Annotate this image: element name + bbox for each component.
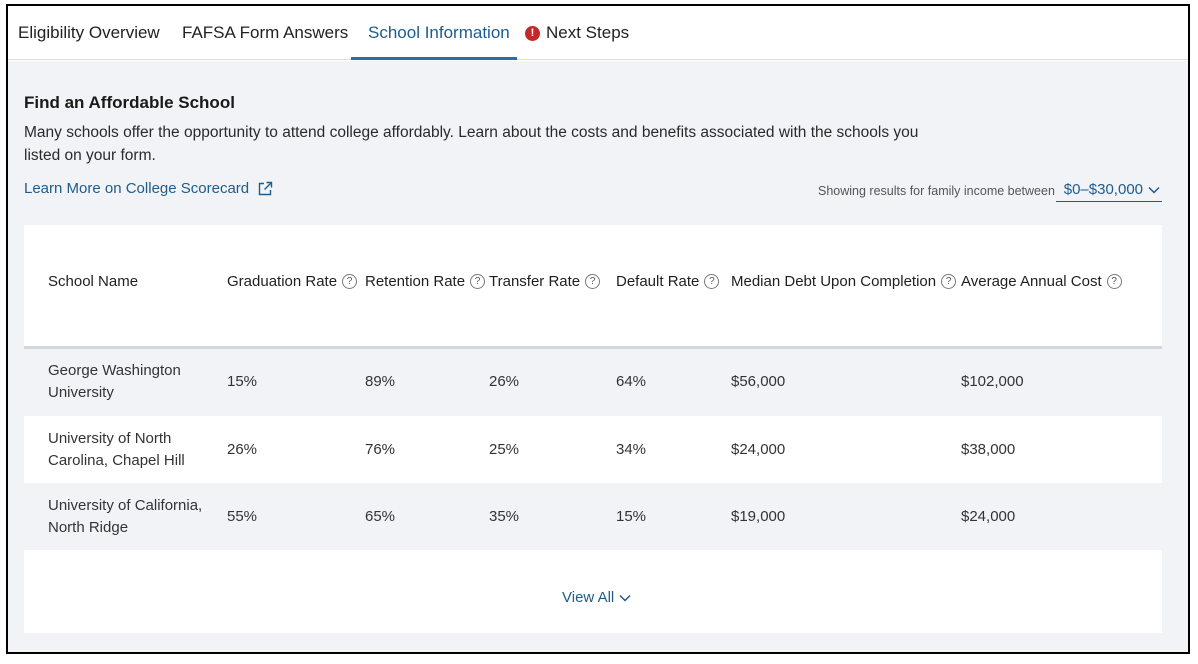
retention-rate-cell: 89% bbox=[365, 373, 396, 390]
section-title: Find an Affordable School bbox=[24, 93, 235, 112]
view-all-button[interactable] bbox=[562, 589, 631, 606]
graduation-rate-cell: 15% bbox=[227, 373, 258, 390]
column-header-default-rate: Default Rate ? bbox=[616, 273, 719, 290]
column-header-median-debt: Median Debt Upon Completion ? bbox=[731, 273, 956, 290]
tab-label: School Information bbox=[368, 23, 510, 42]
retention-rate-cell: 76% bbox=[365, 441, 396, 458]
external-link-icon bbox=[257, 181, 273, 197]
default-rate-cell: 34% bbox=[616, 441, 647, 458]
alert-circle-icon: ! bbox=[525, 26, 540, 41]
median-debt-cell: $24,000 bbox=[731, 441, 786, 458]
table-row bbox=[24, 416, 1162, 483]
column-header-transfer-rate: Transfer Rate ? bbox=[489, 273, 600, 290]
question-circle-icon[interactable]: ? bbox=[704, 274, 719, 289]
tab-bar bbox=[8, 6, 1188, 60]
income-filter-label: Showing results for family income between bbox=[818, 184, 1055, 198]
transfer-rate-cell: 35% bbox=[489, 508, 520, 525]
question-circle-icon[interactable]: ? bbox=[342, 274, 357, 289]
tab-label: Next Steps bbox=[546, 23, 630, 42]
column-header-school-name: School Name bbox=[48, 273, 139, 290]
column-header-retention-rate: Retention Rate ? bbox=[365, 273, 485, 290]
schools-table bbox=[24, 225, 1162, 633]
college-scorecard-link[interactable] bbox=[24, 180, 273, 197]
app-frame bbox=[6, 4, 1190, 654]
tab-label: FAFSA Form Answers bbox=[182, 23, 349, 42]
school-name-cell: George Washington University bbox=[48, 362, 181, 401]
active-tab-indicator bbox=[351, 57, 517, 60]
graduation-rate-cell: 26% bbox=[227, 441, 258, 458]
column-header-graduation-rate: Graduation Rate ? bbox=[227, 273, 357, 290]
section-description: Many schools offer the opportunity to attend college affordably. Learn about the costs and benefits associated with the schools you listed on your form. bbox=[24, 124, 919, 164]
average-annual-cost-cell: $102,000 bbox=[961, 373, 1024, 390]
income-range-value: $0–$30,000 bbox=[1063, 181, 1143, 198]
average-annual-cost-cell: $24,000 bbox=[961, 508, 1016, 525]
question-circle-icon[interactable]: ? bbox=[941, 274, 956, 289]
default-rate-cell: 64% bbox=[616, 373, 647, 390]
link-label: Learn More on College Scorecard bbox=[24, 180, 250, 197]
tab-fafsa-form-answers[interactable] bbox=[182, 6, 348, 60]
table-row bbox=[24, 483, 1162, 550]
tab-label: Eligibility Overview bbox=[18, 23, 160, 42]
school-name-cell: University of California, North Ridge bbox=[48, 497, 203, 536]
question-circle-icon[interactable]: ? bbox=[585, 274, 600, 289]
column-header-average-annual-cost: Average Annual Cost ? bbox=[961, 273, 1122, 290]
view-all-label: View All bbox=[562, 589, 615, 606]
graduation-rate-cell: 55% bbox=[227, 508, 258, 525]
tab-next-steps[interactable] bbox=[525, 6, 629, 60]
chevron-down-icon bbox=[619, 594, 631, 602]
average-annual-cost-cell: $38,000 bbox=[961, 441, 1016, 458]
median-debt-cell: $19,000 bbox=[731, 508, 786, 525]
tab-school-information[interactable] bbox=[368, 6, 510, 60]
table-row bbox=[24, 349, 1162, 416]
retention-rate-cell: 65% bbox=[365, 508, 396, 525]
chevron-down-icon bbox=[1148, 186, 1160, 194]
income-range-dropdown[interactable] bbox=[1056, 178, 1162, 202]
default-rate-cell: 15% bbox=[616, 508, 647, 525]
school-information-panel bbox=[8, 61, 1188, 654]
transfer-rate-cell: 25% bbox=[489, 441, 520, 458]
school-name-cell: University of North Carolina, Chapel Hill bbox=[48, 430, 185, 469]
question-circle-icon[interactable]: ? bbox=[1107, 274, 1122, 289]
question-circle-icon[interactable]: ? bbox=[470, 274, 485, 289]
tab-eligibility-overview[interactable] bbox=[18, 6, 160, 60]
transfer-rate-cell: 26% bbox=[489, 373, 520, 390]
median-debt-cell: $56,000 bbox=[731, 373, 786, 390]
